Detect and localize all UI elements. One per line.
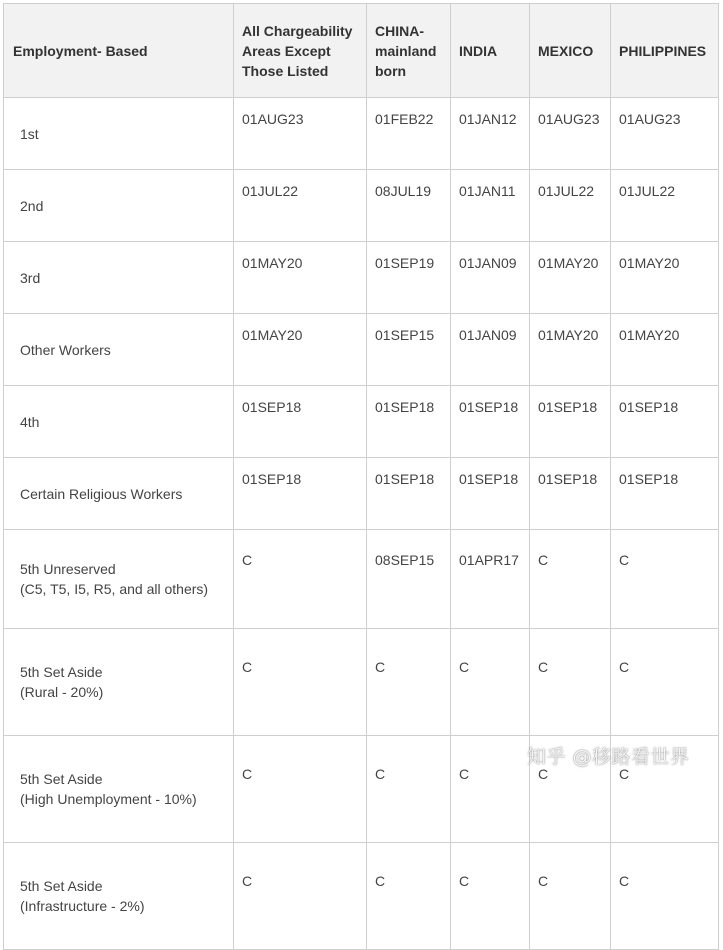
row-value-cell: 01JAN12 [451, 98, 530, 170]
table-row [4, 530, 719, 629]
table-row [4, 458, 719, 530]
row-value-cell: 01AUG23 [611, 98, 719, 170]
row-value-cell: 01JUL22 [234, 170, 367, 242]
row-value-cell: C [530, 629, 611, 736]
row-value-cell: C [611, 530, 719, 629]
row-value-cell: C [611, 736, 719, 843]
row-value-cell: 01MAY20 [234, 314, 367, 386]
row-value-cell: C [530, 530, 611, 629]
table-row [4, 170, 719, 242]
row-value-cell: 01MAY20 [530, 242, 611, 314]
row-value-cell: 01JUL22 [530, 170, 611, 242]
row-value-cell: C [611, 629, 719, 736]
row-value-cell: 01FEB22 [367, 98, 451, 170]
row-value-cell: C [234, 843, 367, 950]
row-value-cell: C [234, 629, 367, 736]
row-value-cell: C [367, 629, 451, 736]
row-category: 5th Set Aside (High Unemployment - 10%) [4, 736, 234, 843]
row-value-cell: 01SEP19 [367, 242, 451, 314]
row-value-cell: 01AUG23 [530, 98, 611, 170]
row-value-cell: C [611, 843, 719, 950]
row-value-cell: C [451, 843, 530, 950]
table-body [4, 98, 719, 950]
table-row [4, 843, 719, 950]
row-value-cell: 01APR17 [451, 530, 530, 629]
row-value-cell: 01SEP18 [234, 386, 367, 458]
row-value-cell: 01SEP15 [367, 314, 451, 386]
row-value-cell: 01JAN09 [451, 242, 530, 314]
row-value-cell: 01MAY20 [611, 242, 719, 314]
header-philippines: PHILIPPINES [611, 4, 719, 98]
row-value-cell: 01JAN09 [451, 314, 530, 386]
row-value-cell: 01SEP18 [611, 458, 719, 530]
visa-bulletin-table-container [3, 3, 719, 950]
row-value-cell: 01SEP18 [234, 458, 367, 530]
table-row [4, 314, 719, 386]
row-value-cell: C [451, 629, 530, 736]
header-row [4, 4, 719, 98]
table-row [4, 98, 719, 170]
row-value-cell: 01SEP18 [530, 386, 611, 458]
row-value-cell: C [451, 736, 530, 843]
row-category: 3rd [4, 242, 234, 314]
row-value-cell: 01SEP18 [530, 458, 611, 530]
row-value-cell: 01SEP18 [367, 458, 451, 530]
row-value-cell: 01SEP18 [451, 458, 530, 530]
row-value-cell: C [530, 843, 611, 950]
header-china: CHINA- mainland born [367, 4, 451, 98]
row-category: 4th [4, 386, 234, 458]
row-value-cell: 01MAY20 [530, 314, 611, 386]
table-row [4, 242, 719, 314]
row-value-cell: C [367, 843, 451, 950]
row-value-cell: C [234, 736, 367, 843]
row-value-cell: 01JUL22 [611, 170, 719, 242]
row-value-cell: 08SEP15 [367, 530, 451, 629]
row-value-cell: 01SEP18 [367, 386, 451, 458]
header-india: INDIA [451, 4, 530, 98]
table-row [4, 386, 719, 458]
row-category: Other Workers [4, 314, 234, 386]
visa-bulletin-table [3, 3, 719, 950]
header-employment-based: Employment- Based [4, 4, 234, 98]
row-value-cell: C [530, 736, 611, 843]
row-value-cell: 01MAY20 [611, 314, 719, 386]
row-category: 5th Set Aside (Infrastructure - 2%) [4, 843, 234, 950]
table-row [4, 629, 719, 736]
row-category: 5th Set Aside (Rural - 20%) [4, 629, 234, 736]
row-value-cell: 01MAY20 [234, 242, 367, 314]
watermark-text: 知乎 @移路看世界 [527, 746, 690, 768]
row-value-cell: 01JAN11 [451, 170, 530, 242]
row-category: 2nd [4, 170, 234, 242]
row-value-cell: 08JUL19 [367, 170, 451, 242]
row-value-cell: C [234, 530, 367, 629]
row-value-cell: 01SEP18 [451, 386, 530, 458]
row-value-cell: 01SEP18 [611, 386, 719, 458]
row-category: 5th Unreserved (C5, T5, I5, R5, and all others) [4, 530, 234, 629]
row-value-cell: 01AUG23 [234, 98, 367, 170]
row-value-cell: C [367, 736, 451, 843]
row-category: 1st [4, 98, 234, 170]
row-category: Certain Religious Workers [4, 458, 234, 530]
header-mexico: MEXICO [530, 4, 611, 98]
header-all-chargeability: All Chargeability Areas Except Those Listed [234, 4, 367, 98]
